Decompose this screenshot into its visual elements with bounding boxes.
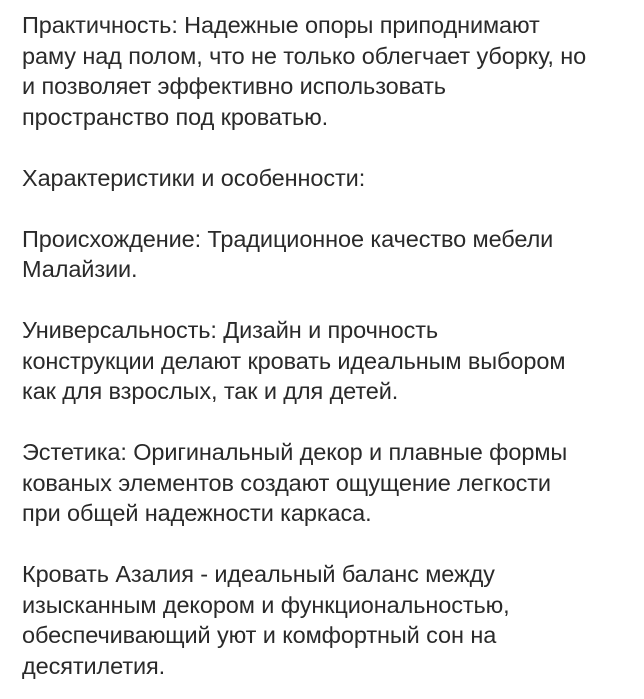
paragraph-conclusion: Кровать Азалия - идеальный баланс между изысканным декором и функциональностью, обеспечивающий уют и комфортный сон на десятилетия. bbox=[22, 561, 510, 679]
paragraph-practicality: Практичность: Надежные опоры приподнимают раму над полом, что не только облегчает уборку, но и позволяет эффективно использовать пространство под кроватью. bbox=[22, 12, 587, 130]
document-body bbox=[22, 10, 632, 681]
paragraph-origin: Происхождение: Традиционное качество мебели Малайзии. bbox=[22, 225, 554, 282]
paragraph-versatility: Универсальность: Дизайн и прочность конструкции делают кровать идеальным выбором как для взрослых, так и для детей. bbox=[22, 317, 566, 404]
paragraph-aesthetics: Эстетика: Оригинальный декор и плавные формы кованых элементов создают ощущение легкости при общей надежности каркаса. bbox=[22, 439, 568, 526]
paragraph-features-heading: Характеристики и особенности: bbox=[22, 164, 366, 191]
